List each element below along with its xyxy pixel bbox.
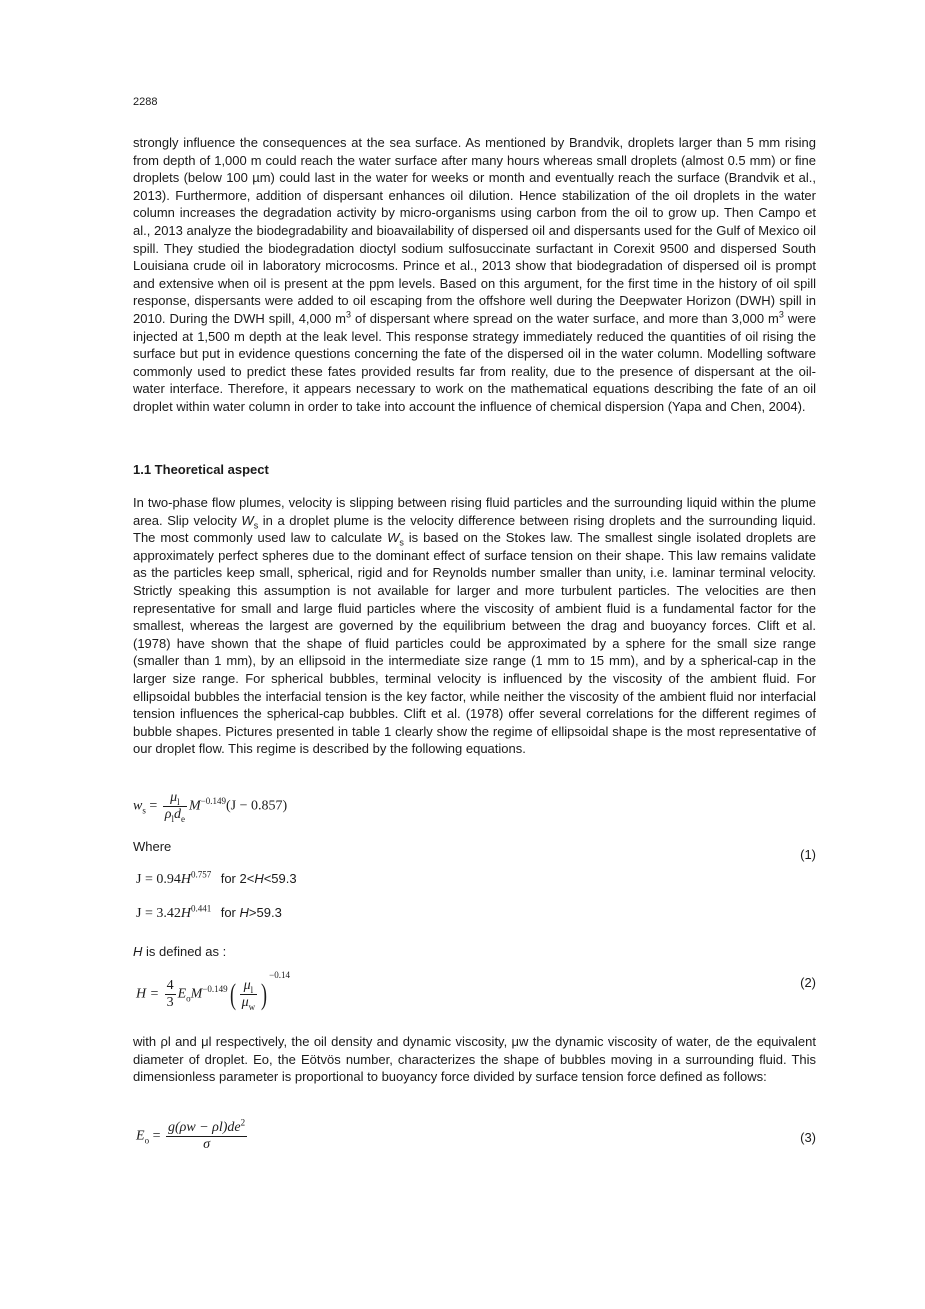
j2-cond-var: H (239, 905, 249, 920)
equation-j1 (136, 871, 819, 888)
ws-symbol: W (241, 512, 254, 528)
eq2-inner-num-sub: l (250, 984, 254, 995)
eq2-frac-den: 3 (166, 995, 174, 1010)
eq2-frac-num: 4 (166, 978, 174, 993)
section-heading (133, 462, 816, 477)
para2-text-a: In two-phase flow plumes, velocity is slipping between rising fluid particles and the surrounding liquid within the plume area. Slip velocity (133, 495, 816, 528)
eq3-lhs: E (136, 1128, 145, 1144)
h-def-var: H (133, 944, 143, 959)
j1-cond-var: H (254, 871, 264, 886)
j2-var: H (180, 906, 191, 921)
eq2-e-sub: o (186, 993, 191, 1004)
eq2-lhs: H = (136, 986, 160, 1002)
para1-text: strongly influence the consequences at the sea surface. As mentioned by Brandvik, droplets larger than 5 mm rising from depth of 1,000 m could reach the water surface after many hours whereas small droplets (almost 0.5 mm) or fine droplets (below 100 µm) could last in the water for weeks or month and eventually reach the surface (Brandvik et al., 2013). Furthermore, addition of dispersant enhances oil dilution. Hence stabilization of the oil droplets in the water column increases the degradation activity by micro-organisms using carbon from the oil to grow up. Then Campo et al., 2013 analyze the biodegradability and bioavailability of dispersed oil and dispersants used for the Gulf of Mexico oil spill. They studied the biodegradation dioctyl sodium sulfosuccinate surfactant in Corexit 9500 and dispersed South Louisiana crude oil in laboratory microcosms. Prince et al., 2013 show that biodegradation of dispersed oil is prompt and extensive when oil is present at the ppm levels. Based on this argument, for the first time in the history of oil spill response, dispersants were added to oil escaping from the offshore well during the Deepwater Horizon (DWH) spill in 2010. During the DWH spill, 4,000 m (133, 135, 816, 326)
paragraph-theory (133, 494, 816, 758)
eq1-den-a: ρ (164, 807, 172, 822)
superscript-3b: 3 (778, 309, 784, 320)
paragraph-intro (133, 134, 816, 416)
eq3-num-exp: 2 (240, 1117, 246, 1128)
equation-h: H = $\frac{4}{3}$ $E_oM^{-0.149}$( $\frac{\mu_l}{\mu_w}$ )$^{-0.14}$ (136, 970, 290, 1012)
h-def-text: is defined as : (142, 944, 227, 959)
eq2-outer-exp: −0.14 (269, 970, 290, 981)
eq1-den-b-sub: e (181, 813, 186, 824)
eq2-inner-num: μ (243, 978, 251, 993)
j1-var: H (180, 872, 191, 887)
eq1-lhs: w (133, 798, 143, 814)
para1-text-c: were injected at 1,500 m depth at the leak level. This response strategy immediately reduced the quantities of oil rising the surface but put in evidence questions concerning the fate of the dispersed oil in the water column. Modelling software commonly used to predict these fates provided results far from reality, due to the presence of dispersant at the oil-water interface. Therefore, it appears necessary to work on the mathematical equations describing the fate of an oil droplet within water column in order to take into account the influence of chemical dispersion (Yapa and Chen, 2004). (133, 310, 816, 414)
eq1-num: μ (170, 790, 178, 805)
equation-number-2: (2) (800, 975, 816, 990)
equation-number-3: (3) (800, 1130, 816, 1145)
para2-text-c: is based on the Stokes law. The smallest single isolated droplets are approximately perfect spheres due to the dominant effect of surface tension on their shape. This law remains validate as the particles keep small, spherical, rigid and for Reynolds number smaller than unity, i.e. laminar terminal velocity. Strictly speaking this assumption is not available for larger and more turbulent particles. The velocities are then representative for small and large fluid particles where the viscosity of ambient fluid is a fundamental factor for the smallest, whereas the largest are governed by the equilibrium between the drag and buoyancy forces. Clift et al. (1978) have shown that the shape of fluid particles could be approximated by a sphere for the small size range (smaller than 1 mm), by an ellipsoid in the intermediate size range (1 mm to 15 mm), and by a spherical-cap in the larger size range. For spherical bubbles, terminal velocity is influenced by the viscosity of the ambient fluid. For ellipsoidal bubbles the interfacial tension is the key factor, while neither the viscosity of the ambient fluid nor interfacial tension influences the spherical-cap bubbles. Clift et al. (1978) offer several correlations for the different regimes of bubble shapes. Pictures presented in table 1 clearly show the regime of ellipsoidal shape is the most representative of our droplet flow. This regime is described by the following equations. (133, 530, 817, 757)
eq2-inner-den: μ (241, 995, 249, 1010)
eq2-inner-den-sub: w (248, 1001, 256, 1012)
ws-symbol-2: W (387, 530, 400, 546)
eq3-lhs-sub: o (144, 1135, 150, 1146)
ws-sub: s (253, 520, 259, 531)
h-definition-text (133, 944, 226, 959)
paragraph-variables (133, 1033, 816, 1086)
equation-j2 (136, 905, 819, 922)
where-label: Where (133, 839, 172, 854)
eq3-num: g(ρw − ρl)de (167, 1120, 241, 1135)
eq1-den-a-sub: l (171, 813, 175, 824)
eq2-inner-fraction (240, 978, 258, 1011)
eq3-den: σ (203, 1137, 210, 1152)
equation-eo: $E_o$ = $\frac{g(\rho w - \rho l)de^2}{\sigma}$ (136, 1117, 246, 1152)
eq3-fraction (166, 1117, 247, 1153)
j1-cond-a: for 2< (220, 871, 255, 886)
eq2-m: M (190, 986, 203, 1002)
section-title: 1.1 Theoretical aspect (133, 462, 269, 477)
j1-cond-b: <59.3 (263, 871, 297, 886)
eq2-fraction (165, 978, 176, 1011)
j1-exp: 0.757 (190, 869, 212, 880)
para3-text: with ρl and μl respectively, the oil density and dynamic viscosity, μw the dynamic viscosity of water, de the equivalent diameter of droplet. Eo, the Eötvös number, characterizes the shape of bubbles moving in a surrounding fluid. This dimensionless parameter is proportional to buoyancy force divided by surface tension force defined as follows: (133, 1034, 816, 1085)
eq1-m-exp: −0.149 (200, 796, 227, 807)
j2-cond-a: for (220, 905, 240, 920)
eq2-m-exp: −0.149 (202, 984, 228, 995)
j2-exp: 0.441 (190, 903, 212, 914)
equation-ws: $w_s$ = $\frac{\mu_l}{\rho_ld_e}$ $M^{-0.149}(J - 0.857)$ (133, 790, 288, 824)
j1-lhs: J = 0.94 (136, 872, 181, 887)
eq1-lhs-sub: s (142, 805, 146, 816)
eq2-e: E (177, 986, 187, 1002)
page-number: 2288 (133, 96, 158, 108)
eq1-tail: (J − 0.857) (226, 798, 288, 814)
eq1-m: M (189, 798, 201, 814)
eq1-num-sub: l (177, 796, 180, 807)
j2-cond-b: >59.3 (248, 905, 282, 920)
eq1-den-b: d (174, 807, 182, 822)
eq1-fraction (163, 790, 187, 823)
equation-number-1: (1) (800, 847, 816, 862)
para1-text-b: of dispersant where spread on the water surface, and more than 3,000 m (351, 310, 779, 326)
para2-text-b: in a droplet plume is the velocity difference between rising droplets and the surrounding liquid. The most commonly used law to calculate (133, 512, 816, 546)
j2-lhs: J = 3.42 (136, 906, 181, 921)
superscript-3: 3 (346, 309, 352, 320)
ws-sub-2: s (399, 537, 404, 548)
